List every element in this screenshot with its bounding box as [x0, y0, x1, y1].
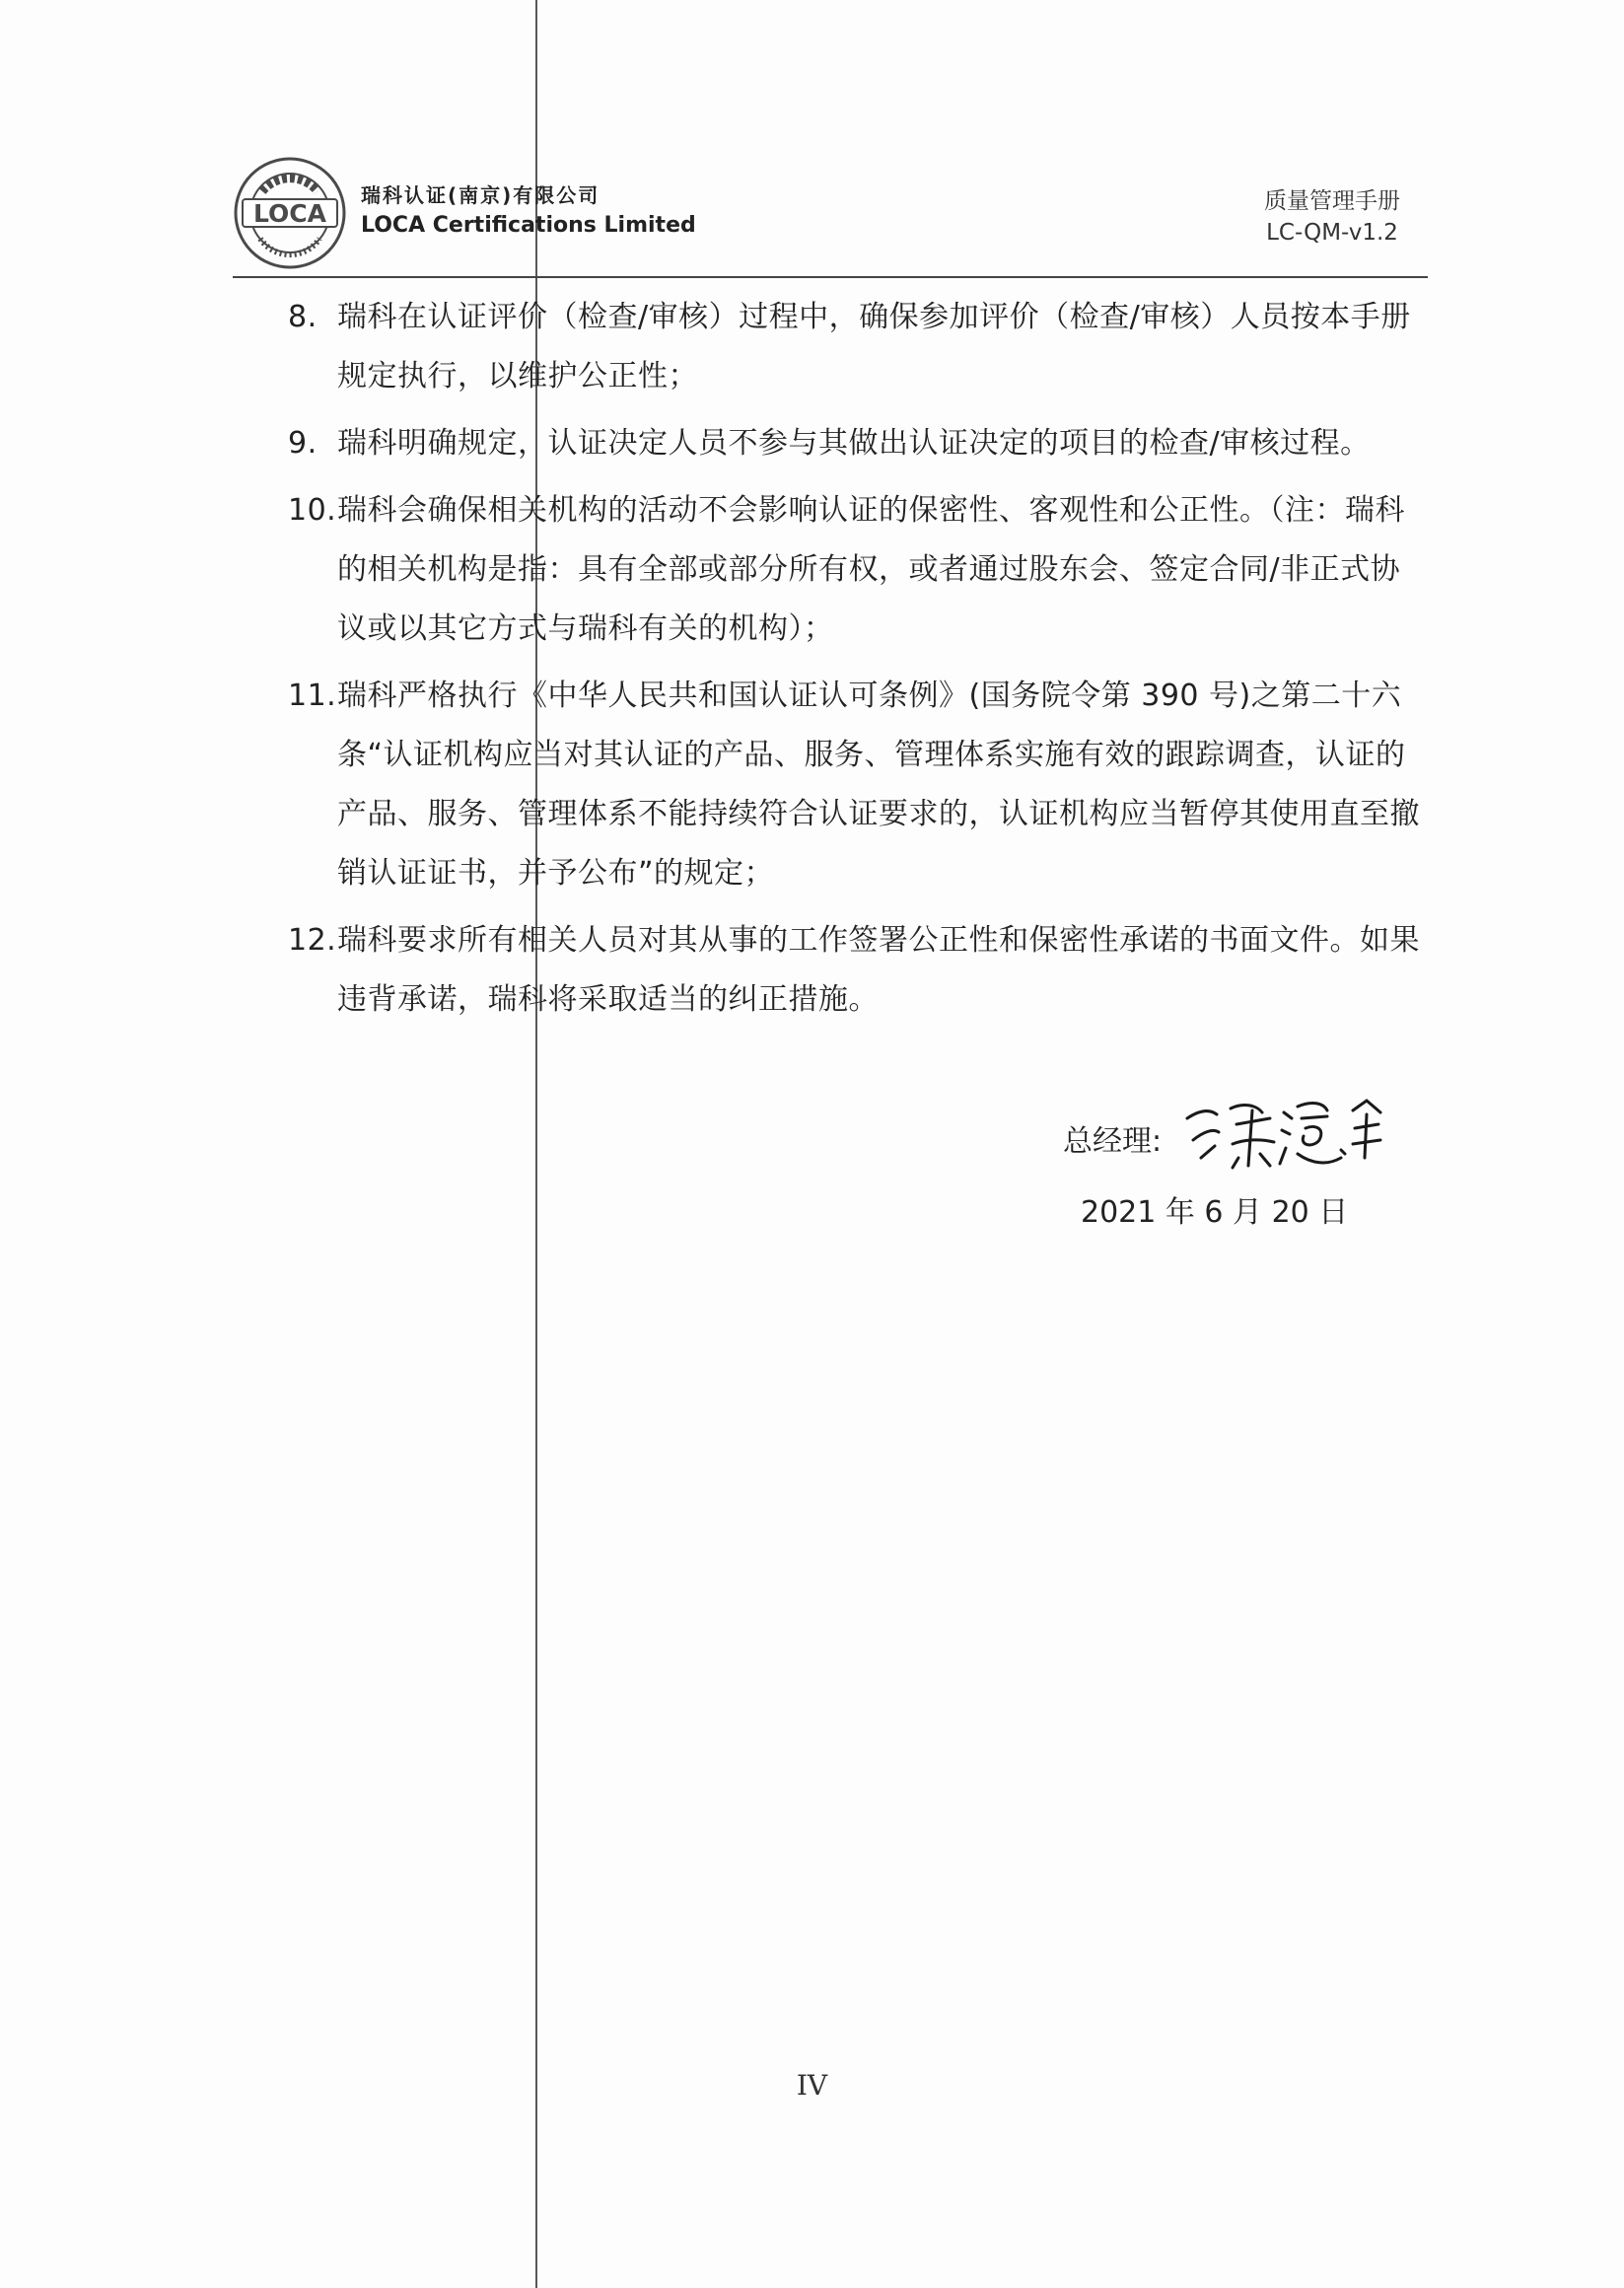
clause-number: 8. [288, 300, 318, 334]
clause-text: 瑞科明确规定，认证决定人员不参与其做出认证决定的项目的检查/审核过程。 [337, 426, 1371, 461]
manual-title: 质量管理手册 [1264, 188, 1400, 214]
clause-list [286, 288, 1430, 1037]
clause-number: 11. [288, 679, 337, 713]
clause-text: 瑞科严格执行《中华人民共和国认证认可条例》(国务院令第 390 号)之第二十六条“认证机构应当对其认证的产品、服务、管理体系实施有效的跟踪调查，认证的产品、服务、管理体系不能持续符合认证要求的，认证机构应当暂停其使用直至撤销认证证书，并予公布”的规定； [337, 679, 1420, 891]
handwritten-signature [1179, 1089, 1386, 1178]
logo-wordmark: LOCA [253, 199, 326, 228]
company-name-en: LOCA Certifications Limited [361, 213, 696, 238]
clause-11 [286, 667, 1430, 903]
clause-number: 10. [288, 493, 337, 528]
page-header [233, 148, 1428, 276]
document-info [1264, 185, 1400, 249]
clause-number: 12. [288, 923, 337, 958]
manual-code: LC-QM-v1.2 [1266, 220, 1398, 246]
signature-block [1063, 1089, 1388, 1247]
company-name [361, 181, 696, 241]
clause-text: 瑞科会确保相关机构的活动不会影响认证的保密性、客观性和公正性。（注：瑞科的相关机构是指：具有全部或部分所有权，或者通过股东会、签定合同/非正式协议或以其它方式与瑞科有关的机构）； [337, 493, 1405, 646]
company-name-cn: 瑞科认证(南京)有限公司 [361, 183, 600, 207]
page-number: IV [796, 2069, 828, 2102]
sign-date: 2021 年 6 月 20 日 [1081, 1195, 1349, 1230]
loca-logo [233, 156, 347, 270]
clause-text: 瑞科要求所有相关人员对其从事的工作签署公正性和保密性承诺的书面文件。如果违背承诺，瑞科将采取适当的纠正措施。 [337, 923, 1420, 1017]
clause-text: 瑞科在认证评价（检查/审核）过程中，确保参加评价（检查/审核）人员按本手册规定执行，以维护公正性； [337, 300, 1411, 393]
clause-number: 9. [288, 426, 318, 461]
signer-title: 总经理: [1063, 1124, 1163, 1159]
header-rule [233, 276, 1428, 278]
clause-8 [286, 288, 1430, 406]
clause-10 [286, 481, 1430, 659]
clause-12 [286, 911, 1430, 1030]
clause-9 [286, 414, 1430, 473]
